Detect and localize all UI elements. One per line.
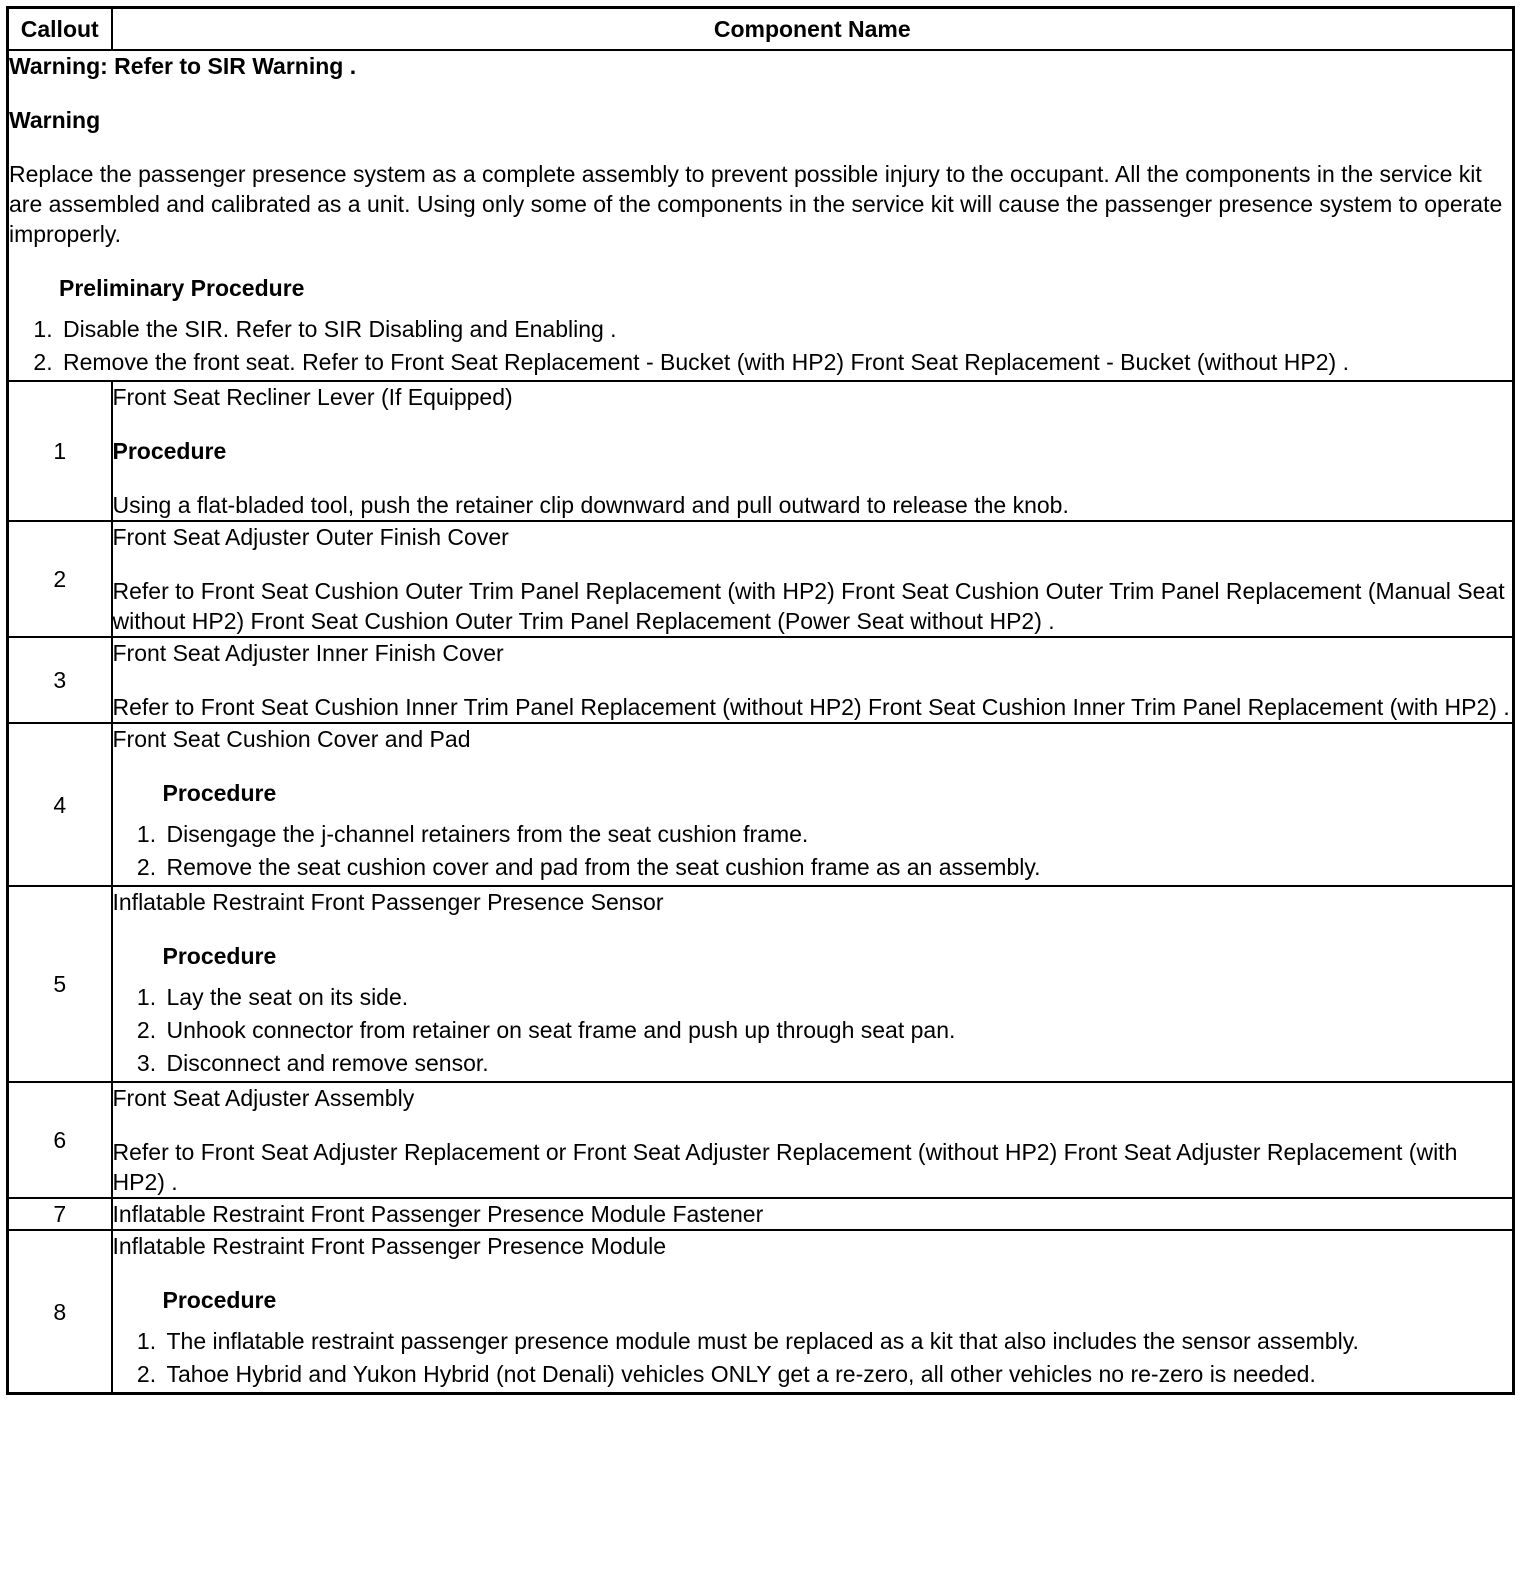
component-cell (112, 521, 1514, 637)
table-row (8, 1230, 1514, 1394)
list-item: 2. Remove the seat cushion cover and pad from the seat cushion frame as an assembly. (163, 852, 1513, 882)
component-name: Inflatable Restraint Front Passenger Presence Sensor (112, 889, 664, 915)
procedure-title: Procedure (162, 1287, 277, 1313)
warning-row (8, 50, 1514, 381)
component-cell (112, 637, 1514, 723)
table-row (8, 521, 1514, 637)
list-item: 1. Disable the SIR. Refer to SIR Disabling and Enabling . (59, 314, 1512, 344)
component-table (6, 6, 1515, 1395)
table-header-row (8, 8, 1514, 51)
component-name: Front Seat Adjuster Inner Finish Cover (112, 640, 504, 666)
procedure-steps (113, 1326, 1513, 1389)
list-item: 1. Lay the seat on its side. (163, 982, 1513, 1012)
callout-number: 3 (8, 637, 112, 723)
component-cell (112, 723, 1514, 886)
procedure-steps (113, 982, 1513, 1078)
table-row (8, 637, 1514, 723)
component-name: Front Seat Cushion Cover and Pad (112, 726, 471, 752)
component-text: Refer to Front Seat Cushion Inner Trim Panel Replacement (without HP2) Front Seat Cushion Inner Trim Panel Replacement (with HP2) . (112, 694, 1510, 720)
component-name: Front Seat Adjuster Outer Finish Cover (112, 524, 509, 550)
procedure-steps (113, 819, 1513, 882)
list-item: 3. Disconnect and remove sensor. (163, 1048, 1513, 1078)
warning-cell (8, 50, 1514, 381)
callout-number: 2 (8, 521, 112, 637)
procedure-title: Procedure (162, 943, 277, 969)
callout-number: 8 (8, 1230, 112, 1394)
table-row (8, 886, 1514, 1082)
list-item: 2. Remove the front seat. Refer to Front Seat Replacement - Bucket (with HP2) Front Seat Replacement - Bucket (without HP2) . (59, 347, 1512, 377)
callout-number: 7 (8, 1198, 112, 1230)
callout-number: 4 (8, 723, 112, 886)
callout-number: 1 (8, 381, 112, 521)
list-item: 1. The inflatable restraint passenger presence module must be replaced as a kit that also includes the sensor assembly. (163, 1326, 1513, 1356)
list-item: 2. Unhook connector from retainer on seat frame and push up through seat pan. (163, 1015, 1513, 1045)
component-cell (112, 381, 1514, 521)
list-item: 2. Tahoe Hybrid and Yukon Hybrid (not Denali) vehicles ONLY get a re-zero, all other vehicles no re-zero is needed. (163, 1359, 1513, 1389)
preliminary-procedure-title: Preliminary Procedure (59, 275, 305, 301)
preliminary-steps (9, 314, 1512, 377)
component-cell (112, 886, 1514, 1082)
component-cell (112, 1198, 1514, 1230)
procedure-title: Procedure (112, 438, 227, 464)
table-row (8, 1198, 1514, 1230)
component-name: Inflatable Restraint Front Passenger Presence Module Fastener (112, 1201, 764, 1227)
warning-text: Replace the passenger presence system as a complete assembly to prevent possible injury to the occupant. All the components in the service kit are assembled and calibrated as a unit. Using only some of the components in the service kit will cause the passenger presence system to operate improperly. (9, 161, 1503, 247)
column-header-component-name: Component Name (112, 8, 1514, 51)
warning-title: Warning (9, 107, 101, 133)
component-name: Front Seat Recliner Lever (If Equipped) (112, 384, 513, 410)
component-name: Inflatable Restraint Front Passenger Presence Module (112, 1233, 667, 1259)
table-row (8, 1082, 1514, 1198)
component-cell (112, 1230, 1514, 1394)
component-text: Using a flat-bladed tool, push the retainer clip downward and pull outward to release the knob. (112, 492, 1069, 518)
component-text: Refer to Front Seat Adjuster Replacement or Front Seat Adjuster Replacement (without HP2) Front Seat Adjuster Replacement (with HP2) . (112, 1139, 1458, 1195)
component-name: Front Seat Adjuster Assembly (112, 1085, 415, 1111)
column-header-callout: Callout (8, 8, 112, 51)
table-row (8, 381, 1514, 521)
procedure-title: Procedure (162, 780, 277, 806)
list-item: 1. Disengage the j-channel retainers from the seat cushion frame. (163, 819, 1513, 849)
component-cell (112, 1082, 1514, 1198)
callout-number: 6 (8, 1082, 112, 1198)
callout-number: 5 (8, 886, 112, 1082)
table-row (8, 723, 1514, 886)
component-text: Refer to Front Seat Cushion Outer Trim Panel Replacement (with HP2) Front Seat Cushion Outer Trim Panel Replacement (Manual Seat without HP2) Front Seat Cushion Outer Trim Panel Replacement (Power Seat without HP2) . (112, 578, 1505, 634)
warning-reference: Warning: Refer to SIR Warning . (9, 53, 357, 79)
